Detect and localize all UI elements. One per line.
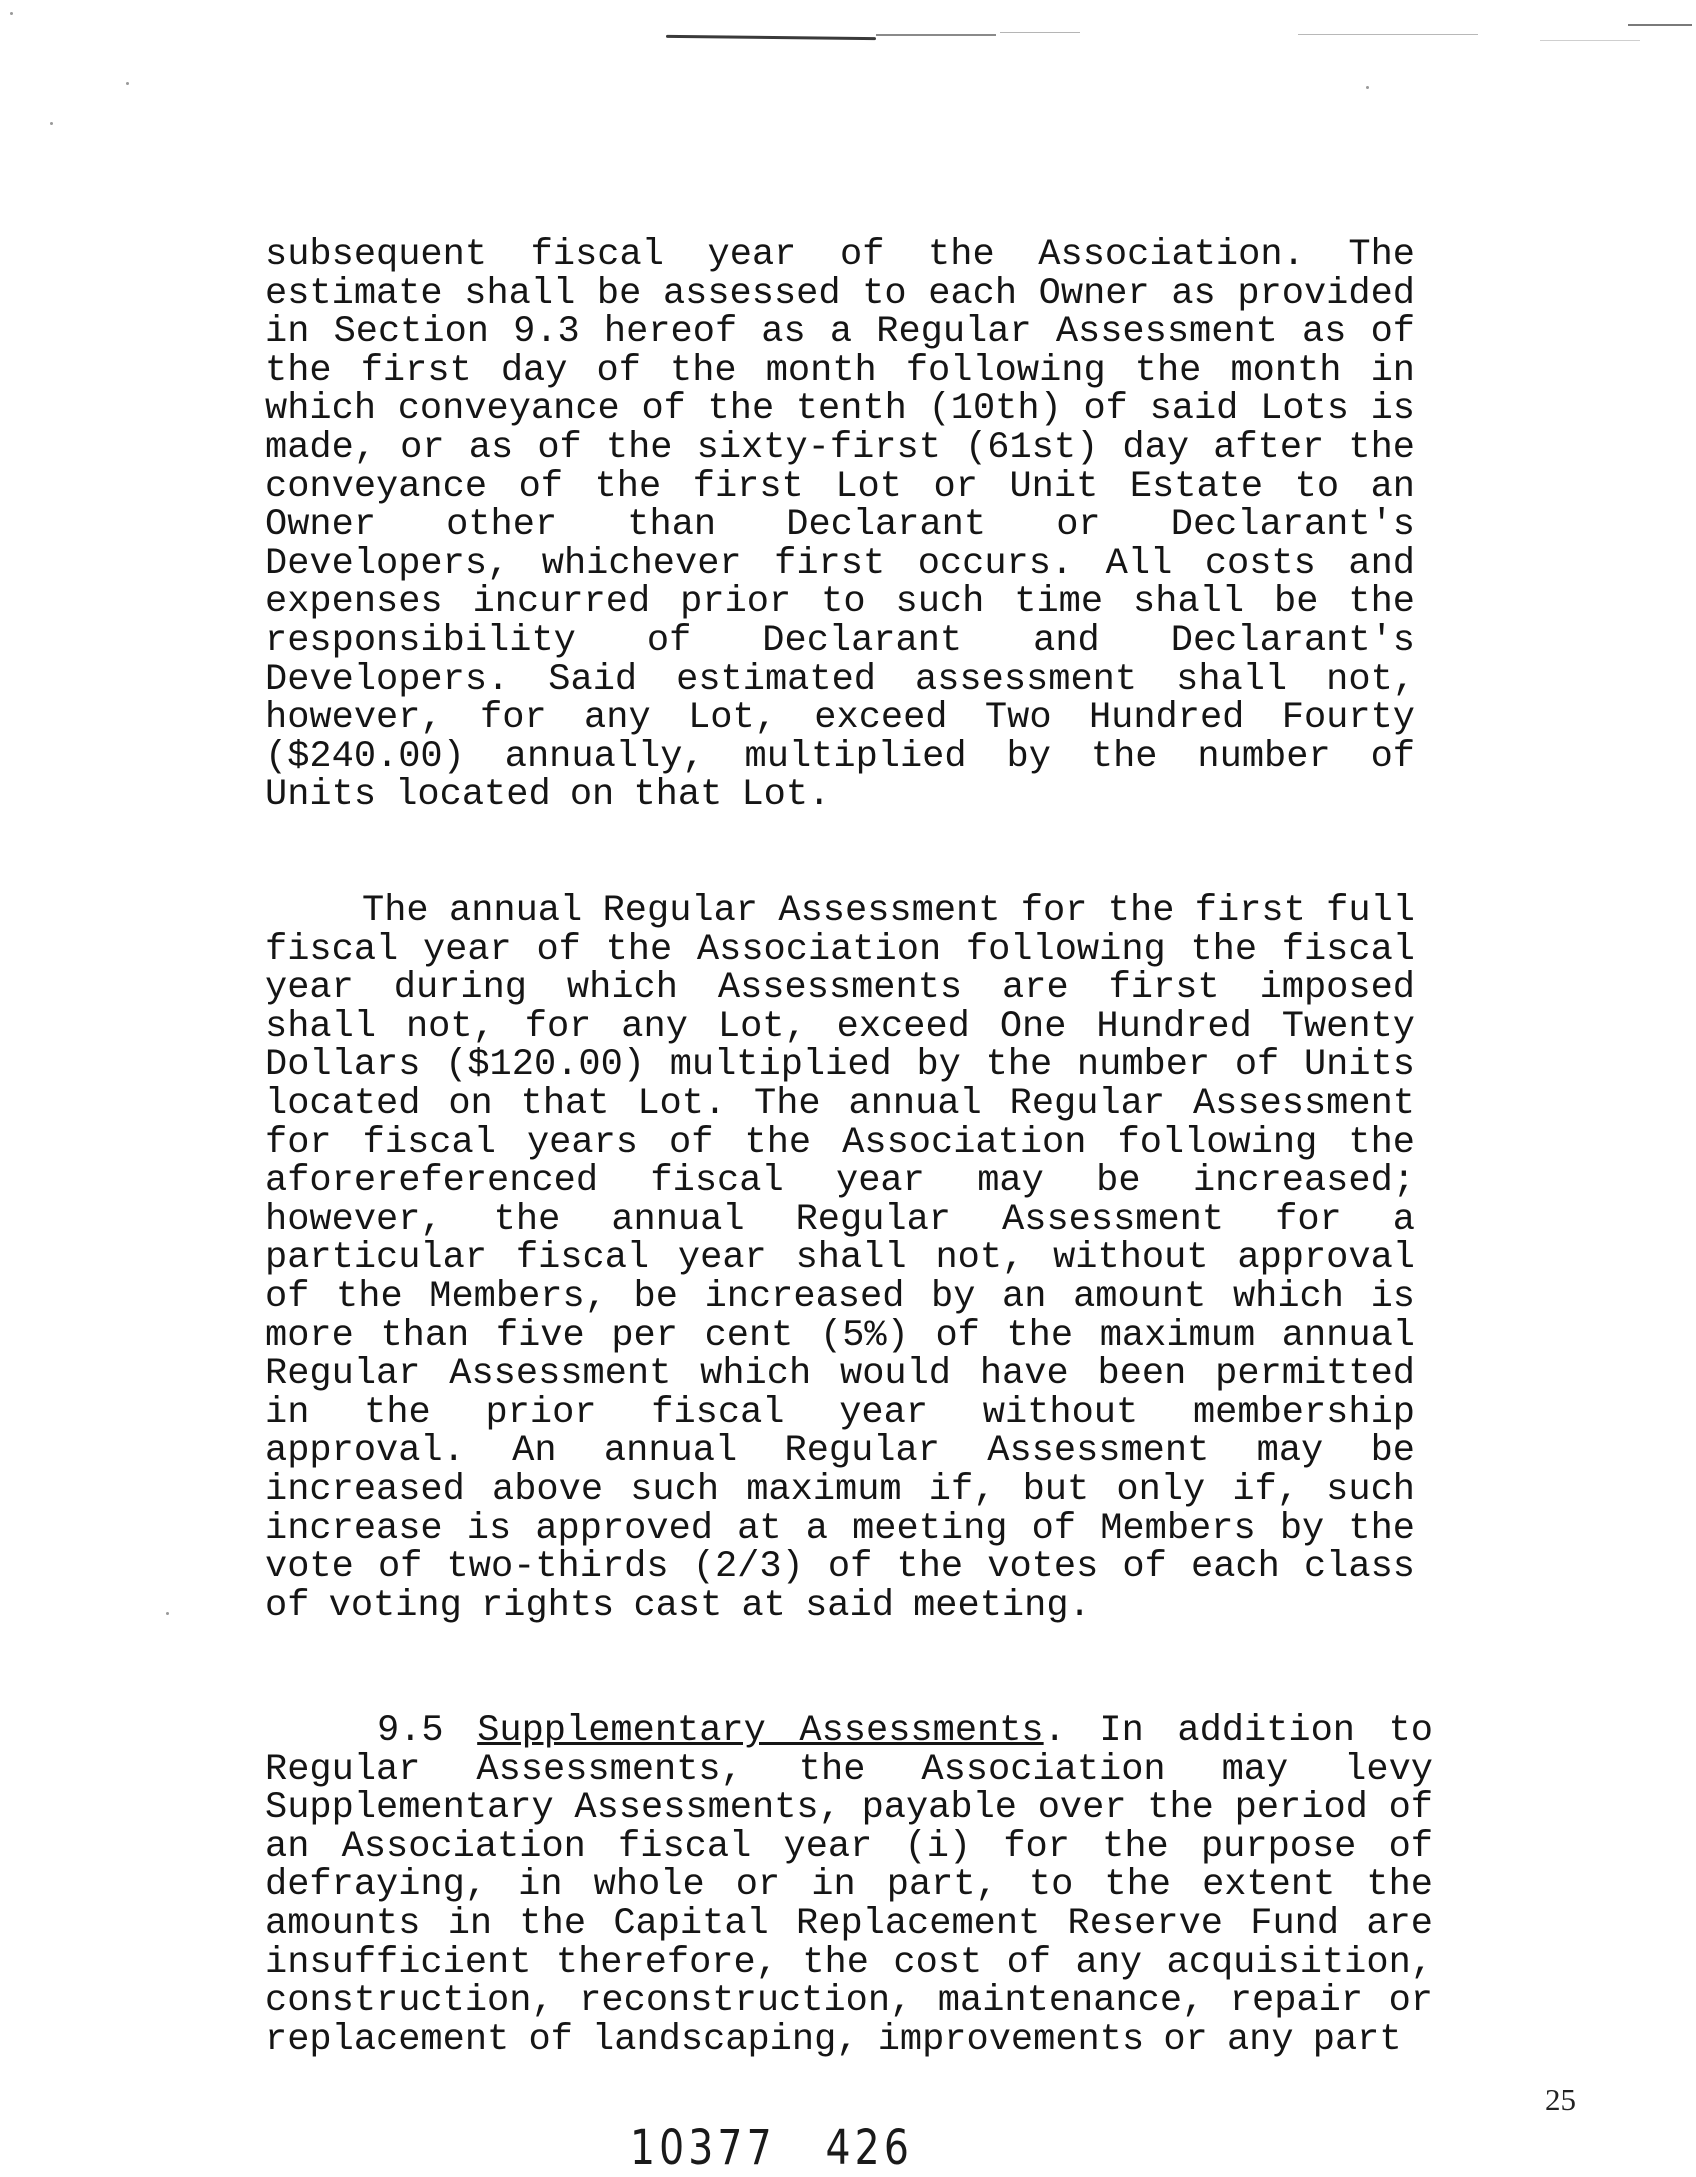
scan-artifact-line — [876, 34, 996, 36]
scan-artifact-line — [1000, 32, 1080, 33]
paragraph-annual-regular-assessment: The annual Regular Assessment for the first full fiscal year of the Association following the fiscal year during which Assessments are first imposed shall not, for any Lot, exceed One Hundred Twenty Dollars ($120.00) multiplied by the number of Units located on that Lot. The annual Regular Assessment for fiscal years of the Association following the aforereferenced fiscal year may be increased; however, the annual Regular Assessment for a particular fiscal year shall not, without approval of the Members, be increased by an amount which is more than five per cent (5%) of the maximum annual Regular Assessment which would have been permitted in the prior fiscal year without membership approval. An annual Regular Assessment may be increased above such maximum if, but only if, such increase is approved at a meeting of Members by the vote of two-thirds (2/3) of the votes of each class of voting rights cast at said meeting. — [265, 890, 1415, 1627]
section-number: 9.5 — [377, 1710, 444, 1752]
recording-book-page-stamp: 10377 426 — [630, 2120, 913, 2176]
section-heading-period: . — [1043, 1710, 1066, 1752]
page-number: 25 — [1545, 2082, 1576, 2117]
scan-artifact-line — [1540, 40, 1640, 41]
section-heading: Supplementary Assessments — [477, 1710, 1044, 1752]
section-body: In addition to Regular Assessments, the Association may levy Supplementary Assessments, payable over the period of an Association fiscal year (i) for the purpose of defraying, in whole or in part, to the extent the amounts in the Capital Replacement Reserve Fund are insufficient therefore, the cost of any acquisition, construction, reconstruction, maintenance, repair or replacement of landscaping, improvements or any part — [265, 1710, 1433, 2061]
scan-artifact-line — [666, 35, 876, 40]
scan-speck — [1366, 86, 1369, 89]
scan-speck — [166, 1612, 169, 1615]
scan-speck — [50, 122, 53, 125]
scan-artifact-line — [1628, 24, 1692, 26]
paragraph-assessment-estimate: subsequent fiscal year of the Association. The estimate shall be assessed to each Owner as provided in Section 9.3 hereof as a Regular Assessment as of the first day of the month following the month in which conveyance of the tenth (10th) of said Lots is made, or as of the sixty-first (61st) day after the conveyance of the first Lot or Unit Estate to an Owner other than Declarant or Declarant's Developers, whichever first occurs. All costs and expenses incurred prior to such time shall be the responsibility of Declarant and Declarant's Developers. Said estimated assessment shall not, however, for any Lot, exceed Two Hundred Fourty ($240.00) annually, multiplied by the number of Units located on that Lot. — [265, 234, 1415, 817]
scan-speck — [10, 12, 13, 15]
scan-speck — [126, 82, 129, 85]
section-9-5-supplementary-assessments — [265, 1712, 1433, 2059]
scan-artifact-line — [1298, 34, 1478, 35]
